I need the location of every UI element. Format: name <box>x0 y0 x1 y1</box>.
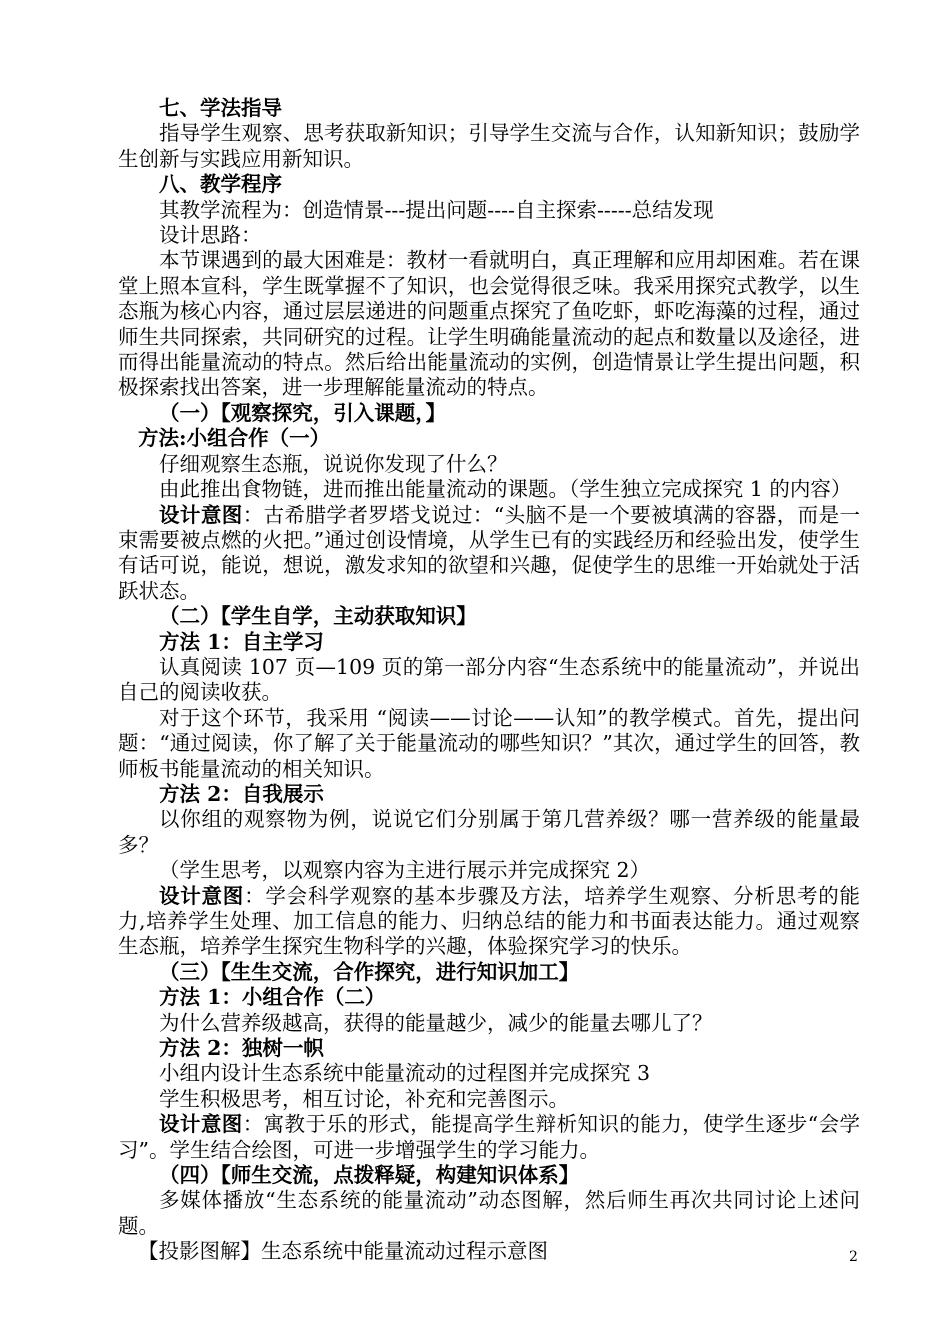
method-heading: 方法 1：小组合作（二） <box>159 985 386 1010</box>
paragraph: 其教学流程为：创造情景---提出问题----自主探索-----总结发现 <box>159 197 714 222</box>
page-number: 2 <box>849 1249 858 1265</box>
paragraph: 指导学生观察、思考获取新知识；引导学生交流与合作，认知新知识；鼓励学生创新与实践应用新知识。 <box>118 121 860 171</box>
method-heading: 方法 2：独树一帜 <box>159 1036 324 1061</box>
paragraph: 仔细观察生态瓶，说说你发现了什么？ <box>159 451 508 476</box>
design-intent-label: 设计意图 <box>159 502 243 527</box>
design-intent-label: 设计意图 <box>159 883 245 908</box>
paragraph: 小组内设计生态系统中能量流动的过程图并完成探究 3 <box>159 1061 651 1086</box>
paragraph: 多媒体播放“生态系统的能量流动”动态图解，然后师生再次共同讨论上述问题。 <box>118 1188 860 1238</box>
design-intent-paragraph <box>118 503 860 605</box>
design-intent-text: ：古希腊学者罗塔戈说过：“头脑不是一个要被填满的容器，而是一束需要被点燃的火把。”通过创设情境，从学生已有的实践经历和经验出发，使学生有话可说，能说，想说，激发求知的欲望和兴趣，促使学生的思维一开始就处于活跃状态。 <box>118 502 860 603</box>
document-body <box>118 96 860 1265</box>
paragraph: 对于这个环节，我采用 “阅读——讨论——认知”的教学模式。首先，提出问题：“通过阅读，你了解了关于能量流动的哪些知识？”其次，通过学生的回答，教师板书能量流动的相关知识。 <box>118 705 860 781</box>
paragraph: 设计思路： <box>159 223 262 248</box>
design-intent-paragraph <box>118 1112 860 1163</box>
design-intent-text: ：学会科学观察的基本步骤及方法，培养学生观察、分析思考的能力,培养学生处理、加工信息的能力、归纳总结的能力和书面表达能力。通过观察生态瓶，培养学生探究生物科学的兴趣，体验探究学习的快乐。 <box>118 883 860 959</box>
paragraph: 以你组的观察物为例，说说它们分别属于第几营养级？哪一营养级的能量最多？ <box>118 807 860 857</box>
paragraph: 学生积极思考，相互讨论，补充和完善图示。 <box>159 1086 569 1111</box>
subsection-heading-1: （一）【观察探究，引入课题，】 <box>159 400 446 425</box>
subsection-heading-4: （四）【师生交流，点拨释疑，构建知识体系】 <box>159 1163 580 1188</box>
paragraph: （学生思考，以观察内容为主进行展示并完成探究 2） <box>159 858 651 883</box>
method-heading: 方法:小组合作（一） <box>138 426 331 451</box>
paragraph: 由此推出食物链，进而推出能量流动的课题。（学生独立完成探究 1 的内容） <box>159 477 852 502</box>
paragraph: 【投影图解】生态系统中能量流动过程示意图 <box>138 1239 548 1264</box>
design-intent-label: 设计意图 <box>159 1112 243 1137</box>
design-intent-text: ：寓教于乐的形式，能提高学生辩析知识的能力，使学生逐步“会学习”。学生结合绘图，可进一步增强学生的学习能力。 <box>118 1112 860 1162</box>
design-intent-paragraph <box>118 884 860 960</box>
paragraph: 认真阅读 107 页—109 页的第一部分内容“生态系统中的能量流动”，并说出自己的阅读收获。 <box>118 654 860 705</box>
section-heading-8: 八、教学程序 <box>159 172 282 197</box>
section-heading-7: 七、学法指导 <box>159 96 282 120</box>
subsection-heading-2: （二）【学生自学，主动获取知识】 <box>159 604 477 629</box>
paragraph: 为什么营养级越高，获得的能量越少，减少的能量去哪儿了？ <box>159 1010 713 1035</box>
paragraph: 本节课遇到的最大困难是：教材一看就明白，真正理解和应用却困难。若在课堂上照本宣科，学生既掌握不了知识，也会觉得很乏味。我采用探究式教学，以生态瓶为核心内容，通过层层递进的问题重点探究了鱼吃虾，虾吃海藻的过程，通过师生共同探索，共同研究的过程。让学生明确能量流动的起点和数量以及途径，进而得出能量流动的特点。然后给出能量流动的实例，创造情景让学生提出问题，积极探索找出答案，进一步理解能量流动的特点。 <box>118 248 860 400</box>
method-heading: 方法 2：自我展示 <box>159 781 324 806</box>
method-heading: 方法 1：自主学习 <box>159 629 324 654</box>
subsection-heading-3: （三）【生生交流，合作探究，进行知识加工】 <box>159 959 580 984</box>
